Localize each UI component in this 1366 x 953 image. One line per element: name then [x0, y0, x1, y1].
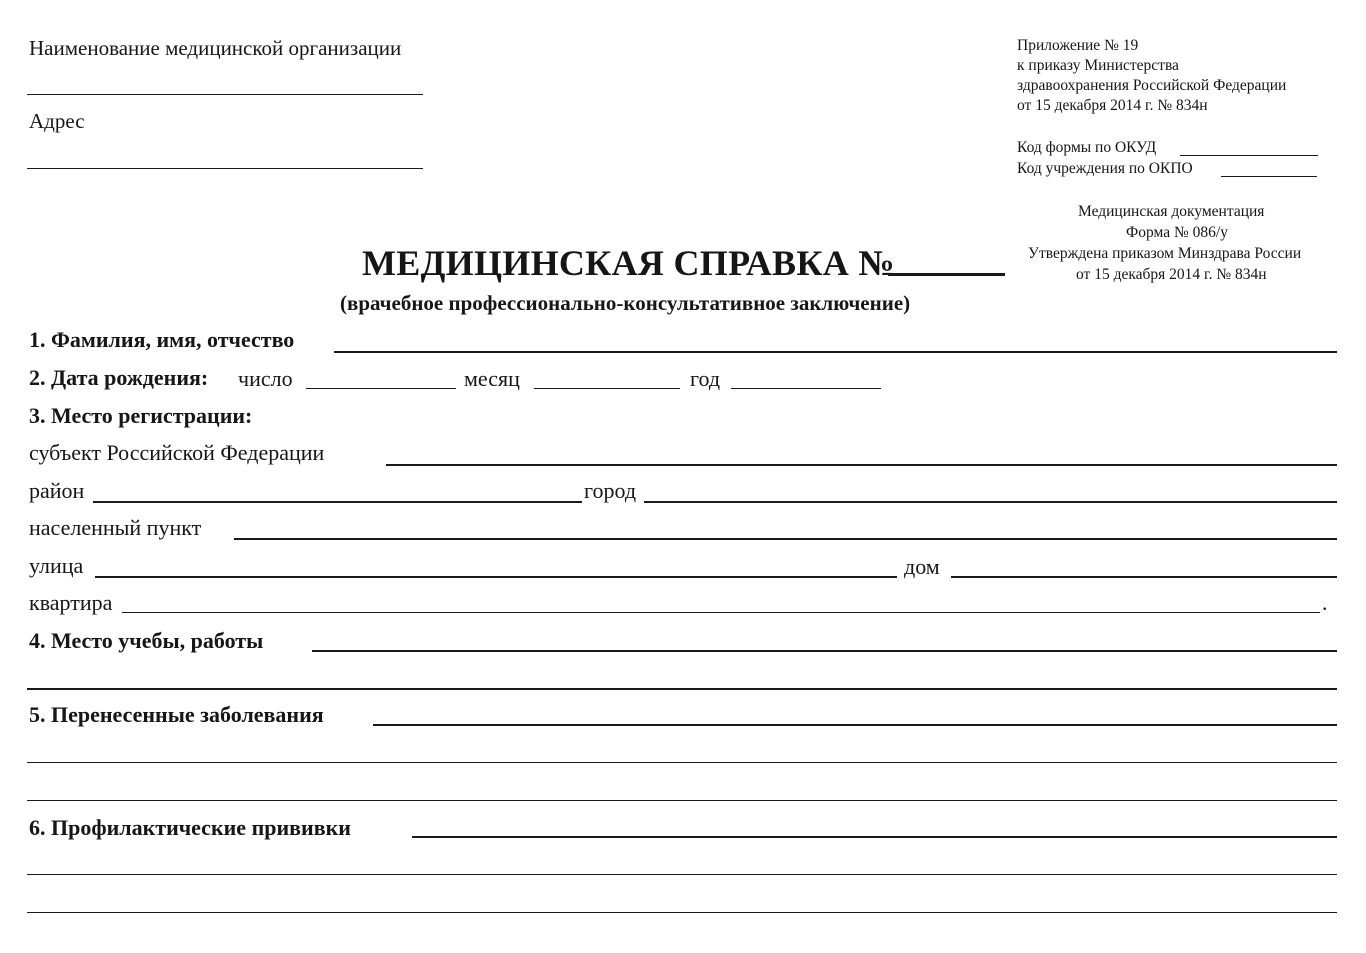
vaccinations-field-line-3[interactable] — [27, 912, 1337, 913]
house-field[interactable] — [951, 576, 1337, 578]
okud-field[interactable] — [1180, 155, 1318, 156]
registration-label: 3. Место регистрации: — [29, 403, 253, 428]
full-name-field[interactable] — [334, 351, 1337, 353]
vaccinations-label: 6. Профилактические прививки — [29, 815, 351, 840]
study-work-label: 4. Место учебы, работы — [29, 628, 264, 653]
vaccinations-field-line-2[interactable] — [27, 874, 1337, 875]
document-title: МЕДИЦИНСКАЯ СПРАВКА № — [362, 243, 895, 283]
appendix-line-3: здравоохранения Российской Федерации — [1017, 77, 1287, 94]
appendix-line-2: к приказу Министерства — [1017, 57, 1179, 74]
certificate-number-field[interactable] — [888, 273, 1005, 276]
past-illnesses-field-line-3[interactable] — [27, 800, 1337, 801]
past-illnesses-field[interactable] — [373, 724, 1337, 726]
form-info-line-3: Утверждена приказом Минздрава России — [1028, 245, 1302, 262]
vaccinations-field[interactable] — [412, 836, 1337, 838]
appendix-line-1: Приложение № 19 — [1017, 37, 1139, 54]
street-field[interactable] — [95, 576, 897, 578]
form-info-line-4: от 15 декабря 2014 г. № 834н — [1076, 266, 1267, 283]
settlement-field[interactable] — [234, 538, 1337, 540]
birth-year-label: год — [690, 366, 721, 391]
organization-name-field[interactable] — [27, 94, 423, 95]
appendix-line-4: от 15 декабря 2014 г. № 834н — [1017, 97, 1208, 114]
form-info-line-2: Форма № 086/у — [1126, 224, 1228, 241]
birth-day-field[interactable] — [306, 388, 456, 389]
form-info-line-1: Медицинская документация — [1078, 203, 1265, 220]
organization-name-label: Наименование медицинской организации — [29, 36, 402, 60]
address-label: Адрес — [29, 109, 85, 133]
past-illnesses-label: 5. Перенесенные заболевания — [29, 702, 324, 727]
settlement-label: населенный пункт — [29, 515, 202, 540]
apartment-field[interactable] — [122, 612, 1320, 613]
street-label: улица — [29, 553, 84, 578]
study-work-field-line-2[interactable] — [27, 688, 1337, 690]
okpo-label: Код учреждения по ОКПО — [1017, 160, 1193, 177]
apartment-end-period: . — [1322, 590, 1328, 615]
city-label: город — [584, 478, 637, 503]
birth-month-label: месяц — [464, 366, 520, 391]
study-work-field[interactable] — [312, 650, 1337, 652]
full-name-label: 1. Фамилия, имя, отчество — [29, 327, 295, 352]
birth-year-field[interactable] — [731, 388, 881, 389]
federal-subject-label: субъект Российской Федерации — [29, 440, 325, 465]
birth-day-label: число — [238, 366, 293, 391]
city-field[interactable] — [644, 501, 1337, 503]
federal-subject-field[interactable] — [386, 464, 1337, 466]
district-field[interactable] — [93, 501, 582, 503]
past-illnesses-field-line-2[interactable] — [27, 762, 1337, 763]
district-label: район — [29, 478, 85, 503]
okud-label: Код формы по ОКУД — [1017, 139, 1157, 156]
okpo-field[interactable] — [1221, 176, 1317, 177]
apartment-label: квартира — [29, 590, 113, 615]
birth-date-label: 2. Дата рождения: — [29, 365, 209, 390]
document-subtitle: (врачебное профессионально-консультативное заключение) — [340, 291, 911, 315]
address-field[interactable] — [27, 168, 423, 169]
birth-month-field[interactable] — [534, 388, 680, 389]
house-label: дом — [904, 554, 940, 579]
